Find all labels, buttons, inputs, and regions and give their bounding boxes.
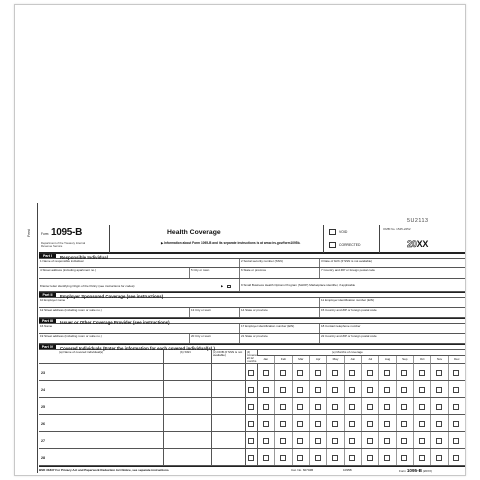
field-22-country-zip[interactable]: 22 Country and ZIP or foreign postal code (319, 334, 465, 343)
month-divider (274, 432, 275, 448)
month-divider (430, 364, 431, 380)
month-checkbox-apr[interactable] (315, 455, 321, 461)
field-12-street[interactable]: 12 Street address (including room or suite no.) (40, 308, 102, 312)
sidebar-label: Feed (26, 229, 31, 237)
month-checkbox-dec[interactable] (453, 421, 459, 427)
month-checkbox-aug[interactable] (384, 421, 390, 427)
month-divider (378, 415, 379, 431)
month-checkbox-dec[interactable] (453, 404, 459, 410)
month-checkbox-may[interactable] (332, 421, 338, 427)
field-3-dob[interactable]: 3 Date of birth (If SSN is not available) (319, 259, 465, 267)
all-months-checkbox[interactable] (248, 421, 254, 427)
covered-row (39, 415, 465, 432)
field-10-employer-name[interactable]: 10 Employer name (40, 298, 66, 302)
month-divider (274, 415, 275, 431)
month-checkbox-apr[interactable] (315, 438, 321, 444)
part3-title: Issuer or Other Coverage Provider (see instructions) (60, 319, 170, 325)
month-divider (430, 381, 431, 397)
month-divider (378, 381, 379, 397)
month-divider (448, 364, 449, 380)
all-months-checkbox[interactable] (248, 404, 254, 410)
field-9-shop-id[interactable]: 9 Small Business Health Options Program (SHOP) Marketplace identifier, if applicable (239, 279, 465, 291)
month-checkbox-oct[interactable] (419, 421, 425, 427)
covered-dob-field[interactable] (211, 415, 245, 431)
month-divider (413, 432, 414, 448)
footer-code: 1095B (343, 469, 352, 472)
month-checkbox-nov[interactable] (436, 421, 442, 427)
month-checkbox-sep[interactable] (401, 370, 407, 376)
month-checkbox-apr[interactable] (315, 404, 321, 410)
covered-ssn-field[interactable] (163, 432, 211, 448)
field-15-country-zip[interactable]: 15 Country and ZIP or foreign postal code (319, 308, 465, 317)
month-divider (448, 415, 449, 431)
part1-row1 (39, 259, 465, 268)
month-divider (413, 449, 414, 465)
month-checkbox-nov[interactable] (436, 370, 442, 376)
month-divider (292, 415, 293, 431)
field-20-city[interactable]: 20 City or town (189, 334, 239, 343)
covered-individuals-rows (39, 364, 465, 466)
field-13-city[interactable]: 13 City or town (189, 308, 239, 317)
month-checkbox-jun[interactable] (349, 404, 355, 410)
month-checkbox-oct[interactable] (419, 387, 425, 393)
month-divider (448, 398, 449, 414)
month-divider (326, 432, 327, 448)
month-header-jun: Jun (344, 356, 361, 364)
field-16-name[interactable]: 16 Name (40, 324, 53, 328)
month-divider (378, 364, 379, 380)
month-divider (309, 432, 310, 448)
covered-dob-field[interactable] (211, 398, 245, 414)
month-divider (448, 381, 449, 397)
month-checkbox-aug[interactable] (384, 370, 390, 376)
form-title: Health Coverage (167, 229, 221, 236)
col-b-header: (b) SSN (163, 350, 211, 364)
month-header-feb: Feb (274, 356, 291, 364)
covered-dob-field[interactable] (211, 381, 245, 397)
month-divider (413, 364, 414, 380)
month-divider (396, 432, 397, 448)
month-checkbox-oct[interactable] (419, 455, 425, 461)
month-divider (309, 415, 310, 431)
form-header (39, 225, 465, 253)
month-checkbox-sep[interactable] (401, 455, 407, 461)
field-21-state[interactable]: 21 State or province (239, 334, 319, 343)
void-checkbox[interactable] (329, 229, 336, 235)
month-divider (326, 398, 327, 414)
month-checkbox-oct[interactable] (419, 370, 425, 376)
month-header-apr: Apr (309, 356, 326, 364)
month-checkbox-jul[interactable] (367, 421, 373, 427)
field-11-employer-ein[interactable]: 11 Employer identification number (EIN) (319, 298, 465, 307)
month-checkbox-nov[interactable] (436, 455, 442, 461)
month-divider (396, 381, 397, 397)
month-divider (292, 364, 293, 380)
month-checkbox-jun[interactable] (349, 438, 355, 444)
month-checkbox-mar[interactable] (297, 438, 303, 444)
month-divider (378, 449, 379, 465)
covered-ssn-field[interactable] (163, 415, 211, 431)
month-checkbox-aug[interactable] (384, 455, 390, 461)
form-footer (39, 466, 465, 474)
month-divider (344, 398, 345, 414)
month-checkbox-feb[interactable] (280, 387, 286, 393)
month-checkbox-dec[interactable] (453, 438, 459, 444)
month-divider (430, 398, 431, 414)
month-divider (396, 398, 397, 414)
month-checkbox-mar[interactable] (297, 421, 303, 427)
month-divider (413, 415, 414, 431)
all-months-checkbox[interactable] (248, 438, 254, 444)
month-divider (326, 415, 327, 431)
month-divider (309, 364, 310, 380)
month-divider (430, 449, 431, 465)
arrow-icon: ▶ (221, 285, 224, 288)
part2-tag: Part II (39, 293, 56, 297)
month-divider (361, 398, 362, 414)
col-c-header: (c) DOB (if SSN is not available) (211, 350, 245, 364)
month-divider (430, 415, 431, 431)
covered-name-field[interactable] (39, 432, 163, 448)
month-header-aug: Aug (378, 356, 395, 364)
month-checkbox-jun[interactable] (349, 387, 355, 393)
month-checkbox-dec[interactable] (453, 455, 459, 461)
covered-ssn-field[interactable] (163, 449, 211, 465)
form-label: Form (41, 232, 49, 236)
month-header-sep: Sep (396, 356, 413, 364)
month-checkbox-apr[interactable] (315, 421, 321, 427)
form-1095b (39, 225, 465, 475)
months-header-row (257, 356, 465, 364)
col-d-header: (d) Covered all 12 months (246, 351, 258, 363)
info-line: ▶ Information about Form 1095-B and its separate instructions is at www.irs.gov/form1095b. (161, 241, 301, 245)
month-divider (292, 432, 293, 448)
month-divider (396, 415, 397, 431)
month-checkbox-aug[interactable] (384, 404, 390, 410)
month-divider (292, 381, 293, 397)
month-divider (344, 364, 345, 380)
part1-tag: Part I (39, 254, 56, 258)
part1-row2 (39, 268, 465, 279)
part4-tag: Part IV (39, 345, 56, 349)
month-divider (378, 432, 379, 448)
field-17-ein[interactable]: 17 Employer identification number (EIN) (239, 324, 319, 333)
month-divider (344, 415, 345, 431)
covered-row (39, 398, 465, 415)
col-a-header: (a) Name of covered individual(s) (39, 350, 163, 364)
month-checkbox-jun[interactable] (349, 370, 355, 376)
field-2-ssn[interactable]: 2 Social security number (SSN) (239, 259, 319, 267)
month-checkbox-feb[interactable] (280, 370, 286, 376)
month-checkbox-sep[interactable] (401, 421, 407, 427)
month-divider (274, 381, 275, 397)
month-checkbox-feb[interactable] (280, 404, 286, 410)
month-divider (309, 398, 310, 414)
origin-code-box[interactable] (227, 285, 231, 288)
month-checkbox-jul[interactable] (367, 370, 373, 376)
row-number: 24 (41, 387, 45, 392)
month-checkbox-aug[interactable] (384, 438, 390, 444)
month-checkbox-jun[interactable] (349, 421, 355, 427)
part1-row3 (39, 279, 465, 292)
all-months-checkbox[interactable] (248, 370, 254, 376)
covered-row (39, 449, 465, 466)
month-checkbox-feb[interactable] (280, 421, 286, 427)
month-checkbox-jan[interactable] (263, 455, 269, 461)
month-divider (413, 381, 414, 397)
covered-name-field[interactable] (39, 415, 163, 431)
month-checkbox-jan[interactable] (263, 387, 269, 393)
month-divider (448, 432, 449, 448)
covered-row (39, 432, 465, 449)
corrected-label: CORRECTED (339, 243, 361, 247)
covered-dob-field[interactable] (211, 432, 245, 448)
part2-row2 (39, 308, 465, 318)
month-divider (326, 381, 327, 397)
month-checkbox-dec[interactable] (453, 387, 459, 393)
covered-name-field[interactable] (39, 398, 163, 414)
field-18-phone[interactable]: 18 Contact telephone number (319, 324, 465, 333)
month-divider (361, 381, 362, 397)
month-divider (448, 449, 449, 465)
row-number: 23 (41, 370, 45, 375)
month-divider (292, 398, 293, 414)
month-divider (396, 364, 397, 380)
field-4-street[interactable]: 4 Street address (including apartment no.) (40, 268, 97, 272)
covered-name-field[interactable] (39, 364, 163, 380)
month-divider (361, 449, 362, 465)
month-checkbox-jan[interactable] (263, 404, 269, 410)
month-checkbox-jun[interactable] (349, 455, 355, 461)
part4-title: Covered Individuals (Enter the information for each covered individual(s).) (60, 345, 215, 351)
form-number: 1095-B (51, 227, 82, 238)
field-19-street[interactable]: 19 Street address (including room or suite no.) (40, 334, 102, 338)
month-divider (378, 398, 379, 414)
month-checkbox-jul[interactable] (367, 387, 373, 393)
month-divider (344, 432, 345, 448)
month-checkbox-jul[interactable] (367, 455, 373, 461)
month-checkbox-mar[interactable] (297, 455, 303, 461)
col-e-header: (e) Months of coverage (257, 350, 465, 356)
field-8-origin-code[interactable]: 8 Enter letter identifying Origin of the Policy (see instructions for codes): ▶ (39, 279, 239, 291)
month-checkbox-mar[interactable] (297, 404, 303, 410)
corrected-checkbox[interactable] (329, 242, 336, 248)
month-header-nov: Nov (430, 356, 447, 364)
top-code: 5U2113 (407, 218, 429, 224)
month-checkbox-feb[interactable] (280, 455, 286, 461)
month-checkbox-jan[interactable] (263, 421, 269, 427)
month-checkbox-nov[interactable] (436, 438, 442, 444)
triangle-icon: ▶ (161, 241, 165, 245)
month-divider (344, 381, 345, 397)
covered-ssn-field[interactable] (163, 398, 211, 414)
field-7-country-zip[interactable]: 7 Country and ZIP or foreign postal code (319, 268, 465, 278)
covered-dob-field[interactable] (211, 449, 245, 465)
month-checkbox-may[interactable] (332, 438, 338, 444)
covered-ssn-field[interactable] (163, 364, 211, 380)
month-divider (396, 449, 397, 465)
covered-dob-field[interactable] (211, 364, 245, 380)
covered-individuals-table (39, 350, 465, 466)
month-divider (309, 449, 310, 465)
month-checkbox-sep[interactable] (401, 387, 407, 393)
month-checkbox-nov[interactable] (436, 387, 442, 393)
month-header-may: May (326, 356, 343, 364)
tax-year: 20XX (407, 239, 429, 249)
month-header-dec: Dec (448, 356, 465, 364)
covered-row (39, 364, 465, 381)
row-number: 26 (41, 421, 45, 426)
month-checkbox-oct[interactable] (419, 438, 425, 444)
footer-cat-no: Cat. No. 60704B (291, 469, 314, 472)
footer-notice: BSD 31837 For Privacy Act and Paperwork Reduction Act Notice, see separate instructions. (39, 469, 170, 472)
row-number: 25 (41, 404, 45, 409)
month-checkbox-jan[interactable] (263, 438, 269, 444)
row-number: 27 (41, 438, 45, 443)
month-checkbox-nov[interactable] (436, 404, 442, 410)
month-checkbox-may[interactable] (332, 370, 338, 376)
month-divider (274, 364, 275, 380)
footer-form: Form 1095-B (20XX) (399, 468, 433, 473)
month-header-jul: Jul (361, 356, 378, 364)
month-checkbox-mar[interactable] (297, 370, 303, 376)
field-6-state[interactable]: 6 State or province (239, 268, 319, 278)
month-header-oct: Oct (413, 356, 430, 364)
month-divider (361, 415, 362, 431)
covered-name-field[interactable] (39, 449, 163, 465)
month-checkbox-sep[interactable] (401, 438, 407, 444)
field-1-name[interactable]: 1 Name of responsible individual (40, 259, 84, 263)
month-divider (361, 364, 362, 380)
month-divider (361, 432, 362, 448)
part3-tag: Part III (39, 319, 56, 323)
sidebar-rule (37, 203, 38, 473)
month-checkbox-may[interactable] (332, 387, 338, 393)
month-divider (326, 364, 327, 380)
month-divider (274, 398, 275, 414)
month-checkbox-aug[interactable] (384, 387, 390, 393)
void-label: VOID (339, 230, 348, 234)
covered-row (39, 381, 465, 398)
month-checkbox-may[interactable] (332, 404, 338, 410)
part1-title: Responsible Individual (60, 254, 108, 260)
covered-ssn-field[interactable] (163, 381, 211, 397)
month-header-mar: Mar (292, 356, 309, 364)
part2-title: Employer Sponsored Coverage (see instructions) (60, 293, 164, 299)
month-divider (274, 449, 275, 465)
field-5-city[interactable]: 5 City or town (189, 268, 239, 278)
month-checkbox-sep[interactable] (401, 404, 407, 410)
month-divider (430, 432, 431, 448)
part3-row1 (39, 324, 465, 334)
month-divider (292, 449, 293, 465)
month-checkbox-jul[interactable] (367, 404, 373, 410)
row-number: 28 (41, 455, 45, 460)
month-checkbox-feb[interactable] (280, 438, 286, 444)
month-divider (344, 449, 345, 465)
all-months-checkbox[interactable] (248, 455, 254, 461)
month-checkbox-apr[interactable] (315, 370, 321, 376)
month-header-jan: Jan (257, 356, 274, 364)
form-sheet (14, 4, 466, 476)
part3-row2 (39, 334, 465, 344)
part2-row1 (39, 298, 465, 308)
field-14-state[interactable]: 14 State or province (239, 308, 319, 317)
month-checkbox-jan[interactable] (263, 370, 269, 376)
month-checkbox-jul[interactable] (367, 438, 373, 444)
month-divider (413, 398, 414, 414)
month-checkbox-oct[interactable] (419, 404, 425, 410)
all-months-checkbox[interactable] (248, 387, 254, 393)
month-divider (326, 449, 327, 465)
covered-name-field[interactable] (39, 381, 163, 397)
month-divider (309, 381, 310, 397)
month-checkbox-may[interactable] (332, 455, 338, 461)
month-checkbox-apr[interactable] (315, 387, 321, 393)
month-checkbox-dec[interactable] (453, 370, 459, 376)
month-checkbox-mar[interactable] (297, 387, 303, 393)
department-label: Department of the Treasury Internal Revenue Service (41, 241, 86, 249)
omb-number: OMB No. 1545-2252 (383, 228, 411, 231)
